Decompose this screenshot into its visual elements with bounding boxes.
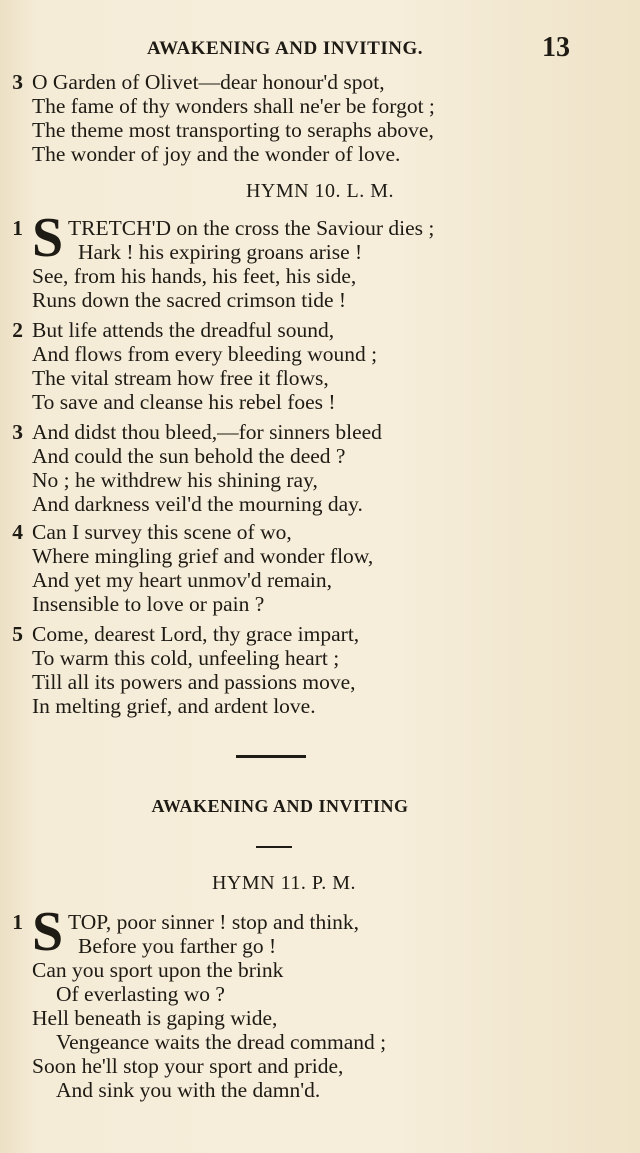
verse-line (0, 342, 640, 366)
verse-text: The wonder of joy and the wonder of love. (32, 142, 401, 166)
verse-line (0, 492, 640, 516)
verse-text: Insensible to love or pain ? (32, 592, 265, 616)
verse-line (0, 694, 640, 718)
drop-cap: S (32, 207, 64, 269)
verse-line (0, 544, 640, 568)
verse-text: But life attends the dreadful sound, (32, 318, 335, 342)
verse-line (0, 568, 640, 592)
verse-text: To warm this cold, unfeeling heart ; (32, 646, 340, 670)
verse-text: And yet my heart unmov'd remain, (32, 568, 333, 592)
hymn-title: HYMN 11. P. M. (211, 872, 357, 894)
hymn10-stanza-2 (0, 318, 640, 414)
running-head (0, 34, 640, 64)
verse-text: And flows from every bleeding wound ; (32, 342, 378, 366)
verse-line (0, 70, 640, 94)
section-heading: AWAKENING AND INVITING (151, 796, 409, 816)
verse-text: Can you sport upon the brink (32, 958, 284, 982)
verse-text: And darkness veil'd the mourning day. (32, 492, 363, 516)
verse-line (0, 958, 640, 982)
verse-line (0, 94, 640, 118)
verse-text: The theme most transporting to seraphs above, (32, 118, 434, 142)
verse-line (0, 934, 640, 958)
verse-text: Hark ! his expiring groans arise ! (78, 240, 363, 264)
verse-line (0, 288, 640, 312)
verse-line (0, 670, 640, 694)
verse-line (0, 592, 640, 616)
verse-line (0, 240, 640, 264)
verse-line (0, 366, 640, 390)
page-number: 13 (542, 32, 570, 63)
verse-text: Where mingling grief and wonder flow, (32, 544, 374, 568)
verse-line (0, 1078, 640, 1102)
running-title: AWAKENING AND INVITING. (147, 38, 423, 59)
verse-line (0, 1006, 640, 1030)
stanza-number: 1 (12, 910, 23, 934)
verse-line (0, 646, 640, 670)
verse-text: The vital stream how free it flows, (32, 366, 329, 390)
stanza-number: 2 (12, 318, 23, 342)
verse-text: O Garden of Olivet—dear honour'd spot, (32, 70, 385, 94)
hymn10-stanza-5 (0, 622, 640, 718)
stanza-number: 1 (12, 216, 23, 240)
stanza-number: 5 (12, 622, 23, 646)
verse-text: TRETCH'D on the cross the Saviour dies ; (68, 216, 435, 240)
verse-text: And didst thou bleed,—for sinners bleed (32, 420, 382, 444)
verse-line (0, 142, 640, 166)
verse-line (0, 622, 640, 646)
verse-line (0, 118, 640, 142)
short-rule (256, 846, 292, 848)
verse-text: To save and cleanse his rebel foes ! (32, 390, 336, 414)
hymn11-stanza-1 (0, 901, 640, 1102)
verse-text: Soon he'll stop your sport and pride, (32, 1054, 344, 1078)
verse-text: Before you farther go ! (78, 934, 277, 958)
verse-text: See, from his hands, his feet, his side, (32, 264, 357, 288)
verse-text: Till all its powers and passions move, (32, 670, 356, 694)
carryover-stanza (0, 70, 640, 166)
verse-text: Runs down the sacred crimson tide ! (32, 288, 347, 312)
verse-text: And could the sun behold the deed ? (32, 444, 346, 468)
hymn-title: HYMN 10. L. M. (245, 180, 395, 202)
verse-line (0, 468, 640, 492)
verse-line (0, 444, 640, 468)
section-divider (236, 755, 306, 758)
verse-text: Can I survey this scene of wo, (32, 520, 292, 544)
verse-text: Come, dearest Lord, thy grace impart, (32, 622, 360, 646)
verse-text: Of everlasting wo ? (56, 982, 225, 1006)
drop-cap: S (32, 901, 64, 963)
hymn10-stanza-4 (0, 520, 640, 616)
verse-line (0, 520, 640, 544)
verse-text: TOP, poor sinner ! stop and think, (68, 910, 360, 934)
verse-text: Hell beneath is gaping wide, (32, 1006, 278, 1030)
verse-line (0, 420, 640, 444)
hymn10-stanza-1 (0, 207, 640, 312)
verse-text: And sink you with the damn'd. (56, 1078, 321, 1102)
stanza-number: 3 (12, 420, 23, 444)
hymn10-stanza-3 (0, 420, 640, 516)
stanza-number: 4 (12, 520, 23, 544)
verse-line (0, 1030, 640, 1054)
verse-line (0, 264, 640, 288)
verse-text: No ; he withdrew his shining ray, (32, 468, 318, 492)
verse-line (0, 982, 640, 1006)
verse-text: Vengeance waits the dread command ; (56, 1030, 387, 1054)
verse-text: The fame of thy wonders shall ne'er be forgot ; (32, 94, 435, 118)
verse-line (0, 390, 640, 414)
verse-line (0, 1054, 640, 1078)
verse-line (0, 318, 640, 342)
stanza-number: 3 (12, 70, 23, 94)
verse-text: In melting grief, and ardent love. (32, 694, 316, 718)
